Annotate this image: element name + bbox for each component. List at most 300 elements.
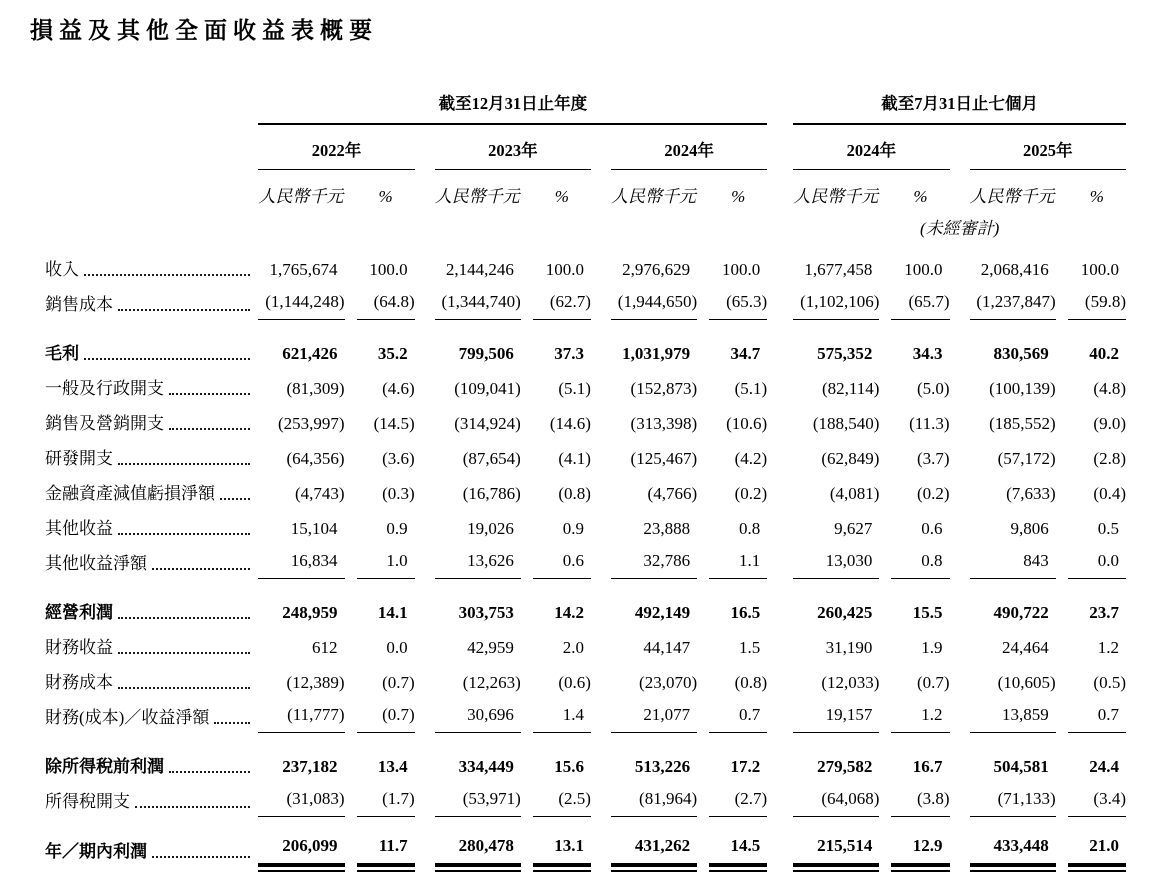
column-gap <box>767 320 793 369</box>
column-gap <box>345 544 357 579</box>
table-row <box>30 782 1126 817</box>
percent-value-cell: 100.0 <box>721 260 761 279</box>
amount-value-cell: 303,753 <box>458 603 514 622</box>
column-gap <box>767 544 793 579</box>
unit-label: 人民幣千元 <box>434 187 520 206</box>
amount-value-cell: (4,743) <box>294 484 345 503</box>
column-gap <box>345 579 357 628</box>
percent-value-cell: (62.7) <box>533 285 591 320</box>
column-gap <box>767 404 793 439</box>
column-gap <box>591 439 611 474</box>
column-gap <box>1056 239 1068 285</box>
column-gap <box>415 628 435 663</box>
column-gap <box>767 369 793 404</box>
column-gap <box>345 170 357 212</box>
year-2025: 2025年 <box>970 125 1126 170</box>
percent-value-cell: 14.1 <box>377 603 408 622</box>
row-label-text: 銷售成本 <box>45 295 113 314</box>
column-gap <box>345 509 357 544</box>
column-gap <box>345 239 357 285</box>
group-gap <box>767 85 793 125</box>
column-gap <box>767 509 793 544</box>
amount-value-cell: 23,888 <box>643 519 691 538</box>
column-gap <box>591 544 611 579</box>
table-row <box>30 285 1126 320</box>
header-spacer <box>30 170 258 212</box>
column-gap <box>415 320 435 369</box>
unit-label: 人民幣千元 <box>969 187 1055 206</box>
column-gap <box>345 474 357 509</box>
percent-value-cell: (4.8) <box>1093 379 1126 398</box>
amount-value-cell: (11,777) <box>258 698 344 733</box>
row-label <box>30 628 258 663</box>
unit-label: 人民幣千元 <box>610 187 696 206</box>
percent-value-cell: 16.7 <box>912 757 943 776</box>
column-gap <box>950 320 970 369</box>
column-gap <box>879 239 891 285</box>
year-gap <box>950 125 970 170</box>
percent-value-cell: 12.9 <box>891 817 949 867</box>
dot-leader <box>169 393 250 395</box>
row-label <box>30 369 258 404</box>
column-gap <box>767 698 793 733</box>
amount-value-cell: 31,190 <box>825 638 873 657</box>
column-gap <box>521 509 533 544</box>
column-gap <box>879 439 891 474</box>
amount-value-cell: 19,026 <box>467 519 514 538</box>
amount-value-cell: (4,081) <box>829 484 880 503</box>
row-label <box>30 474 258 509</box>
amount-value-cell: (188,540) <box>812 414 880 433</box>
column-gap <box>521 544 533 579</box>
percent-value-cell: 0.5 <box>1097 519 1119 538</box>
amount-value-cell: (313,398) <box>630 414 698 433</box>
column-gap <box>767 628 793 663</box>
amount-value-cell: (185,552) <box>989 414 1056 433</box>
column-gap <box>879 782 891 817</box>
column-gap <box>767 733 793 782</box>
column-gap <box>521 628 533 663</box>
amount-value-cell: (10,605) <box>997 673 1056 692</box>
column-gap <box>345 698 357 733</box>
year-gap <box>591 170 611 212</box>
dot-leader <box>118 463 250 465</box>
dot-leader <box>169 428 250 430</box>
row-label-text: 一般及行政開支 <box>45 379 164 398</box>
percent-value-cell: (59.8) <box>1068 285 1126 320</box>
amount-value-cell: 44,147 <box>643 638 691 657</box>
row-label <box>30 509 258 544</box>
amount-value-cell: (253,997) <box>277 414 345 433</box>
amount-value-cell: 2,144,246 <box>445 260 514 279</box>
percent-value-cell: 0.6 <box>533 544 591 579</box>
column-gap <box>767 817 793 867</box>
percent-value-cell: 13.4 <box>377 757 408 776</box>
audit-note-row <box>30 212 1126 239</box>
dot-leader <box>118 533 250 535</box>
amount-value-cell: 830,569 <box>993 344 1049 363</box>
percent-value-cell: 15.5 <box>912 603 943 622</box>
column-gap <box>521 369 533 404</box>
column-gap <box>1056 733 1068 782</box>
column-gap <box>697 239 709 285</box>
column-gap <box>879 320 891 369</box>
column-gap <box>1056 369 1068 404</box>
percent-value-cell: 100.0 <box>904 260 943 279</box>
row-label-text: 經營利潤 <box>45 603 113 622</box>
amount-value-cell: (31,083) <box>258 782 344 817</box>
column-gap <box>697 320 709 369</box>
amount-value-cell: (81,309) <box>286 379 345 398</box>
column-gap <box>521 239 533 285</box>
amount-value-cell: 42,959 <box>467 638 514 657</box>
unit-label: 人民幣千元 <box>793 187 879 206</box>
dot-leader <box>84 274 250 276</box>
percent-value-cell: (0.7) <box>916 673 950 692</box>
column-gap <box>521 404 533 439</box>
column-gap <box>415 404 435 439</box>
amount-value-cell: (7,633) <box>1006 484 1056 503</box>
percent-value-cell: 11.7 <box>357 817 415 867</box>
column-gap <box>521 817 533 867</box>
percent-value-cell: (0.6) <box>558 673 591 692</box>
percent-value-cell: (5.0) <box>916 379 950 398</box>
row-label-text: 金融資產減值虧損淨額 <box>45 484 215 503</box>
column-gap <box>521 782 533 817</box>
amount-value-cell: (1,237,847) <box>970 285 1056 320</box>
column-gap <box>950 474 970 509</box>
column-gap <box>879 733 891 782</box>
amount-value-cell: (53,971) <box>435 782 521 817</box>
column-gap <box>767 439 793 474</box>
percent-value-cell: 0.8 <box>738 519 761 538</box>
percent-value-cell: (0.7) <box>357 698 415 733</box>
column-gap <box>950 733 970 782</box>
column-gap <box>697 404 709 439</box>
table-row <box>30 733 1126 782</box>
percent-value-cell: 2.0 <box>562 638 584 657</box>
column-gap <box>1056 509 1068 544</box>
row-label <box>30 817 258 867</box>
column-gap <box>950 579 970 628</box>
percent-value-cell: (10.6) <box>726 414 768 433</box>
column-gap <box>697 439 709 474</box>
amount-value-cell: 843 <box>970 544 1056 579</box>
percent-value-cell: 34.3 <box>912 344 943 363</box>
column-gap <box>1056 698 1068 733</box>
percent-value-cell: (65.3) <box>709 285 767 320</box>
column-gap <box>879 170 891 212</box>
amount-value-cell: 237,182 <box>282 757 338 776</box>
amount-value-cell: 30,696 <box>435 698 521 733</box>
row-label <box>30 285 258 320</box>
amount-value-cell: (152,873) <box>630 379 698 398</box>
percent-label: % <box>913 187 928 206</box>
row-label-text: 毛利 <box>45 344 79 363</box>
amount-value-cell: (125,467) <box>630 449 698 468</box>
header-spacer <box>30 212 258 239</box>
year-gap <box>415 170 435 212</box>
amount-value-cell: (109,041) <box>454 379 521 398</box>
table-row <box>30 509 1126 544</box>
row-label-text: 收入 <box>45 260 79 279</box>
percent-value-cell: 1.2 <box>891 698 949 733</box>
year-2024: 2024年 <box>611 125 767 170</box>
amount-value-cell: 1,031,979 <box>622 344 691 363</box>
column-gap <box>1056 285 1068 320</box>
row-label <box>30 320 258 369</box>
column-gap <box>767 239 793 285</box>
percent-value-cell: (0.7) <box>382 673 415 692</box>
dot-leader <box>118 309 250 311</box>
amount-value-cell: 32,786 <box>611 544 697 579</box>
table-row <box>30 817 1126 867</box>
table-row <box>30 439 1126 474</box>
column-gap <box>697 663 709 698</box>
amount-value-cell: (1,344,740) <box>435 285 521 320</box>
percent-label: % <box>378 187 393 206</box>
column-gap <box>950 404 970 439</box>
table-row <box>30 239 1126 285</box>
column-gap <box>950 239 970 285</box>
amount-value-cell: (12,263) <box>462 673 521 692</box>
percent-value-cell: 100.0 <box>1080 260 1119 279</box>
column-gap <box>950 439 970 474</box>
column-gap <box>879 369 891 404</box>
row-label <box>30 733 258 782</box>
amount-value-cell: 13,859 <box>970 698 1056 733</box>
amount-value-cell: (16,786) <box>462 484 521 503</box>
column-gap <box>591 698 611 733</box>
dot-leader <box>169 771 250 773</box>
amount-value-cell: 280,478 <box>435 817 521 867</box>
unit-label: 人民幣千元 <box>258 187 344 206</box>
amount-value-cell: 334,449 <box>458 757 514 776</box>
column-gap <box>345 817 357 867</box>
header-spacer <box>30 125 258 170</box>
amount-value-cell: (1,944,650) <box>611 285 697 320</box>
row-label <box>30 663 258 698</box>
percent-value-cell: 1.5 <box>738 638 761 657</box>
percent-value-cell: 1.2 <box>1097 638 1119 657</box>
column-gap <box>521 170 533 212</box>
amount-value-cell: (4,766) <box>647 484 698 503</box>
column-gap <box>345 733 357 782</box>
column-gap <box>345 320 357 369</box>
amount-value-cell: 248,959 <box>282 603 338 622</box>
column-gap <box>1056 404 1068 439</box>
column-gap <box>345 782 357 817</box>
amount-value-cell: (82,114) <box>821 379 880 398</box>
amount-value-cell: (100,139) <box>989 379 1056 398</box>
amount-value-cell: 9,627 <box>834 519 873 538</box>
column-gap <box>415 579 435 628</box>
column-gap <box>521 579 533 628</box>
column-gap <box>415 733 435 782</box>
dot-leader <box>214 722 250 724</box>
header-spacer <box>258 212 767 239</box>
amount-value-cell: 215,514 <box>793 817 879 867</box>
table-row <box>30 369 1126 404</box>
column-gap <box>879 544 891 579</box>
percent-value-cell: (0.2) <box>734 484 768 503</box>
row-label-text: 財務成本 <box>45 673 113 692</box>
table-row <box>30 579 1126 628</box>
column-gap <box>415 285 435 320</box>
row-label-text: 除所得稅前利潤 <box>45 757 164 776</box>
amount-value-cell: 433,448 <box>970 817 1056 867</box>
dot-leader <box>118 617 250 619</box>
percent-value-cell: 0.9 <box>386 519 408 538</box>
period-group-seven-months: 截至7月31日止七個月 <box>793 85 1126 125</box>
percent-value-cell: 15.6 <box>554 757 584 776</box>
column-gap <box>591 320 611 369</box>
percent-value-cell: 1.4 <box>533 698 591 733</box>
percent-value-cell: 100.0 <box>545 260 584 279</box>
percent-value-cell: (2.7) <box>709 782 767 817</box>
column-gap <box>415 474 435 509</box>
amount-value-cell: 2,068,416 <box>980 260 1049 279</box>
percent-value-cell: (3.6) <box>382 449 415 468</box>
percent-value-cell: (3.4) <box>1068 782 1126 817</box>
percent-value-cell: (9.0) <box>1093 414 1126 433</box>
row-label-text: 其他收益淨額 <box>45 554 147 573</box>
column-gap <box>345 369 357 404</box>
percent-value-cell: (0.8) <box>734 673 768 692</box>
percent-value-cell: 21.0 <box>1068 817 1126 867</box>
column-gap <box>415 369 435 404</box>
column-gap <box>415 817 435 867</box>
amount-value-cell: (71,133) <box>970 782 1056 817</box>
column-gap <box>697 698 709 733</box>
table-row <box>30 404 1126 439</box>
column-gap <box>697 509 709 544</box>
percent-value-cell: (11.3) <box>909 414 950 433</box>
group-gap <box>767 170 793 212</box>
column-gap <box>521 698 533 733</box>
amount-value-cell: (64,068) <box>793 782 879 817</box>
percent-value-cell: (0.8) <box>558 484 591 503</box>
column-gap <box>1056 320 1068 369</box>
dot-leader <box>118 687 250 689</box>
column-gap <box>697 817 709 867</box>
group-gap <box>767 212 793 239</box>
amount-value-cell: 15,104 <box>290 519 338 538</box>
column-gap <box>879 404 891 439</box>
percent-label: % <box>554 187 569 206</box>
column-gap <box>521 439 533 474</box>
column-gap <box>591 474 611 509</box>
column-gap <box>521 320 533 369</box>
column-gap <box>879 579 891 628</box>
column-gap <box>697 369 709 404</box>
column-gap <box>1056 474 1068 509</box>
amount-value-cell: 9,806 <box>1010 519 1049 538</box>
row-label <box>30 439 258 474</box>
percent-value-cell: (0.4) <box>1093 484 1126 503</box>
column-gap <box>1056 782 1068 817</box>
column-gap <box>767 663 793 698</box>
amount-value-cell: 431,262 <box>611 817 697 867</box>
amount-value-cell: 492,149 <box>634 603 691 622</box>
percent-value-cell: 100.0 <box>369 260 408 279</box>
percent-value-cell: (4.1) <box>558 449 591 468</box>
column-gap <box>697 733 709 782</box>
amount-value-cell: 24,464 <box>1001 638 1049 657</box>
amount-value-cell: (62,849) <box>821 449 880 468</box>
column-gap <box>767 474 793 509</box>
year-gap <box>950 170 970 212</box>
column-gap <box>950 817 970 867</box>
column-gap <box>591 663 611 698</box>
percent-value-cell: 35.2 <box>377 344 408 363</box>
amount-value-cell: 799,506 <box>458 344 514 363</box>
table-row <box>30 544 1126 579</box>
year-2022: 2022年 <box>258 125 414 170</box>
period-group-annual: 截至12月31日止年度 <box>258 85 767 125</box>
column-gap <box>767 782 793 817</box>
percent-value-cell: (14.6) <box>549 414 591 433</box>
row-label <box>30 404 258 439</box>
column-gap <box>879 628 891 663</box>
percent-value-cell: (5.1) <box>734 379 768 398</box>
row-label-text: 財務(成本)／收益淨額 <box>45 708 210 727</box>
column-gap <box>1056 544 1068 579</box>
percent-value-cell: 0.0 <box>1068 544 1126 579</box>
unaudited-note: (未經審計) <box>919 219 1000 238</box>
column-gap <box>879 698 891 733</box>
column-gap <box>697 579 709 628</box>
amount-value-cell: 260,425 <box>817 603 873 622</box>
amount-value-cell: 2,976,629 <box>622 260 691 279</box>
column-gap <box>345 404 357 439</box>
column-gap <box>521 474 533 509</box>
row-label-text: 研發開支 <box>45 449 113 468</box>
row-label-text: 所得稅開支 <box>45 792 130 811</box>
dot-leader <box>135 806 250 808</box>
percent-value-cell: 0.9 <box>562 519 584 538</box>
column-gap <box>1056 439 1068 474</box>
percent-value-cell: (64.8) <box>357 285 415 320</box>
percent-value-cell: 40.2 <box>1089 344 1119 363</box>
percent-value-cell: 24.4 <box>1089 757 1119 776</box>
percent-value-cell: (3.8) <box>891 782 949 817</box>
percent-value-cell: (2.8) <box>1093 449 1126 468</box>
column-gap <box>767 285 793 320</box>
table-row <box>30 628 1126 663</box>
amount-value-cell: (1,144,248) <box>258 285 344 320</box>
percent-value-cell: 16.5 <box>730 603 761 622</box>
column-gap <box>879 474 891 509</box>
column-gap <box>345 628 357 663</box>
percent-value-cell: 14.5 <box>709 817 767 867</box>
percent-value-cell: 34.7 <box>730 344 761 363</box>
table-row <box>30 474 1126 509</box>
percent-value-cell: (2.5) <box>533 782 591 817</box>
column-gap <box>1056 663 1068 698</box>
year-gap <box>415 125 435 170</box>
percent-value-cell: (4.6) <box>382 379 415 398</box>
column-gap <box>950 628 970 663</box>
column-gap <box>697 474 709 509</box>
table-row <box>30 320 1126 369</box>
row-label <box>30 544 258 579</box>
amount-value-cell: 575,352 <box>817 344 873 363</box>
column-gap <box>521 733 533 782</box>
row-label-text: 財務收益 <box>45 638 113 657</box>
row-label <box>30 698 258 733</box>
column-gap <box>950 663 970 698</box>
